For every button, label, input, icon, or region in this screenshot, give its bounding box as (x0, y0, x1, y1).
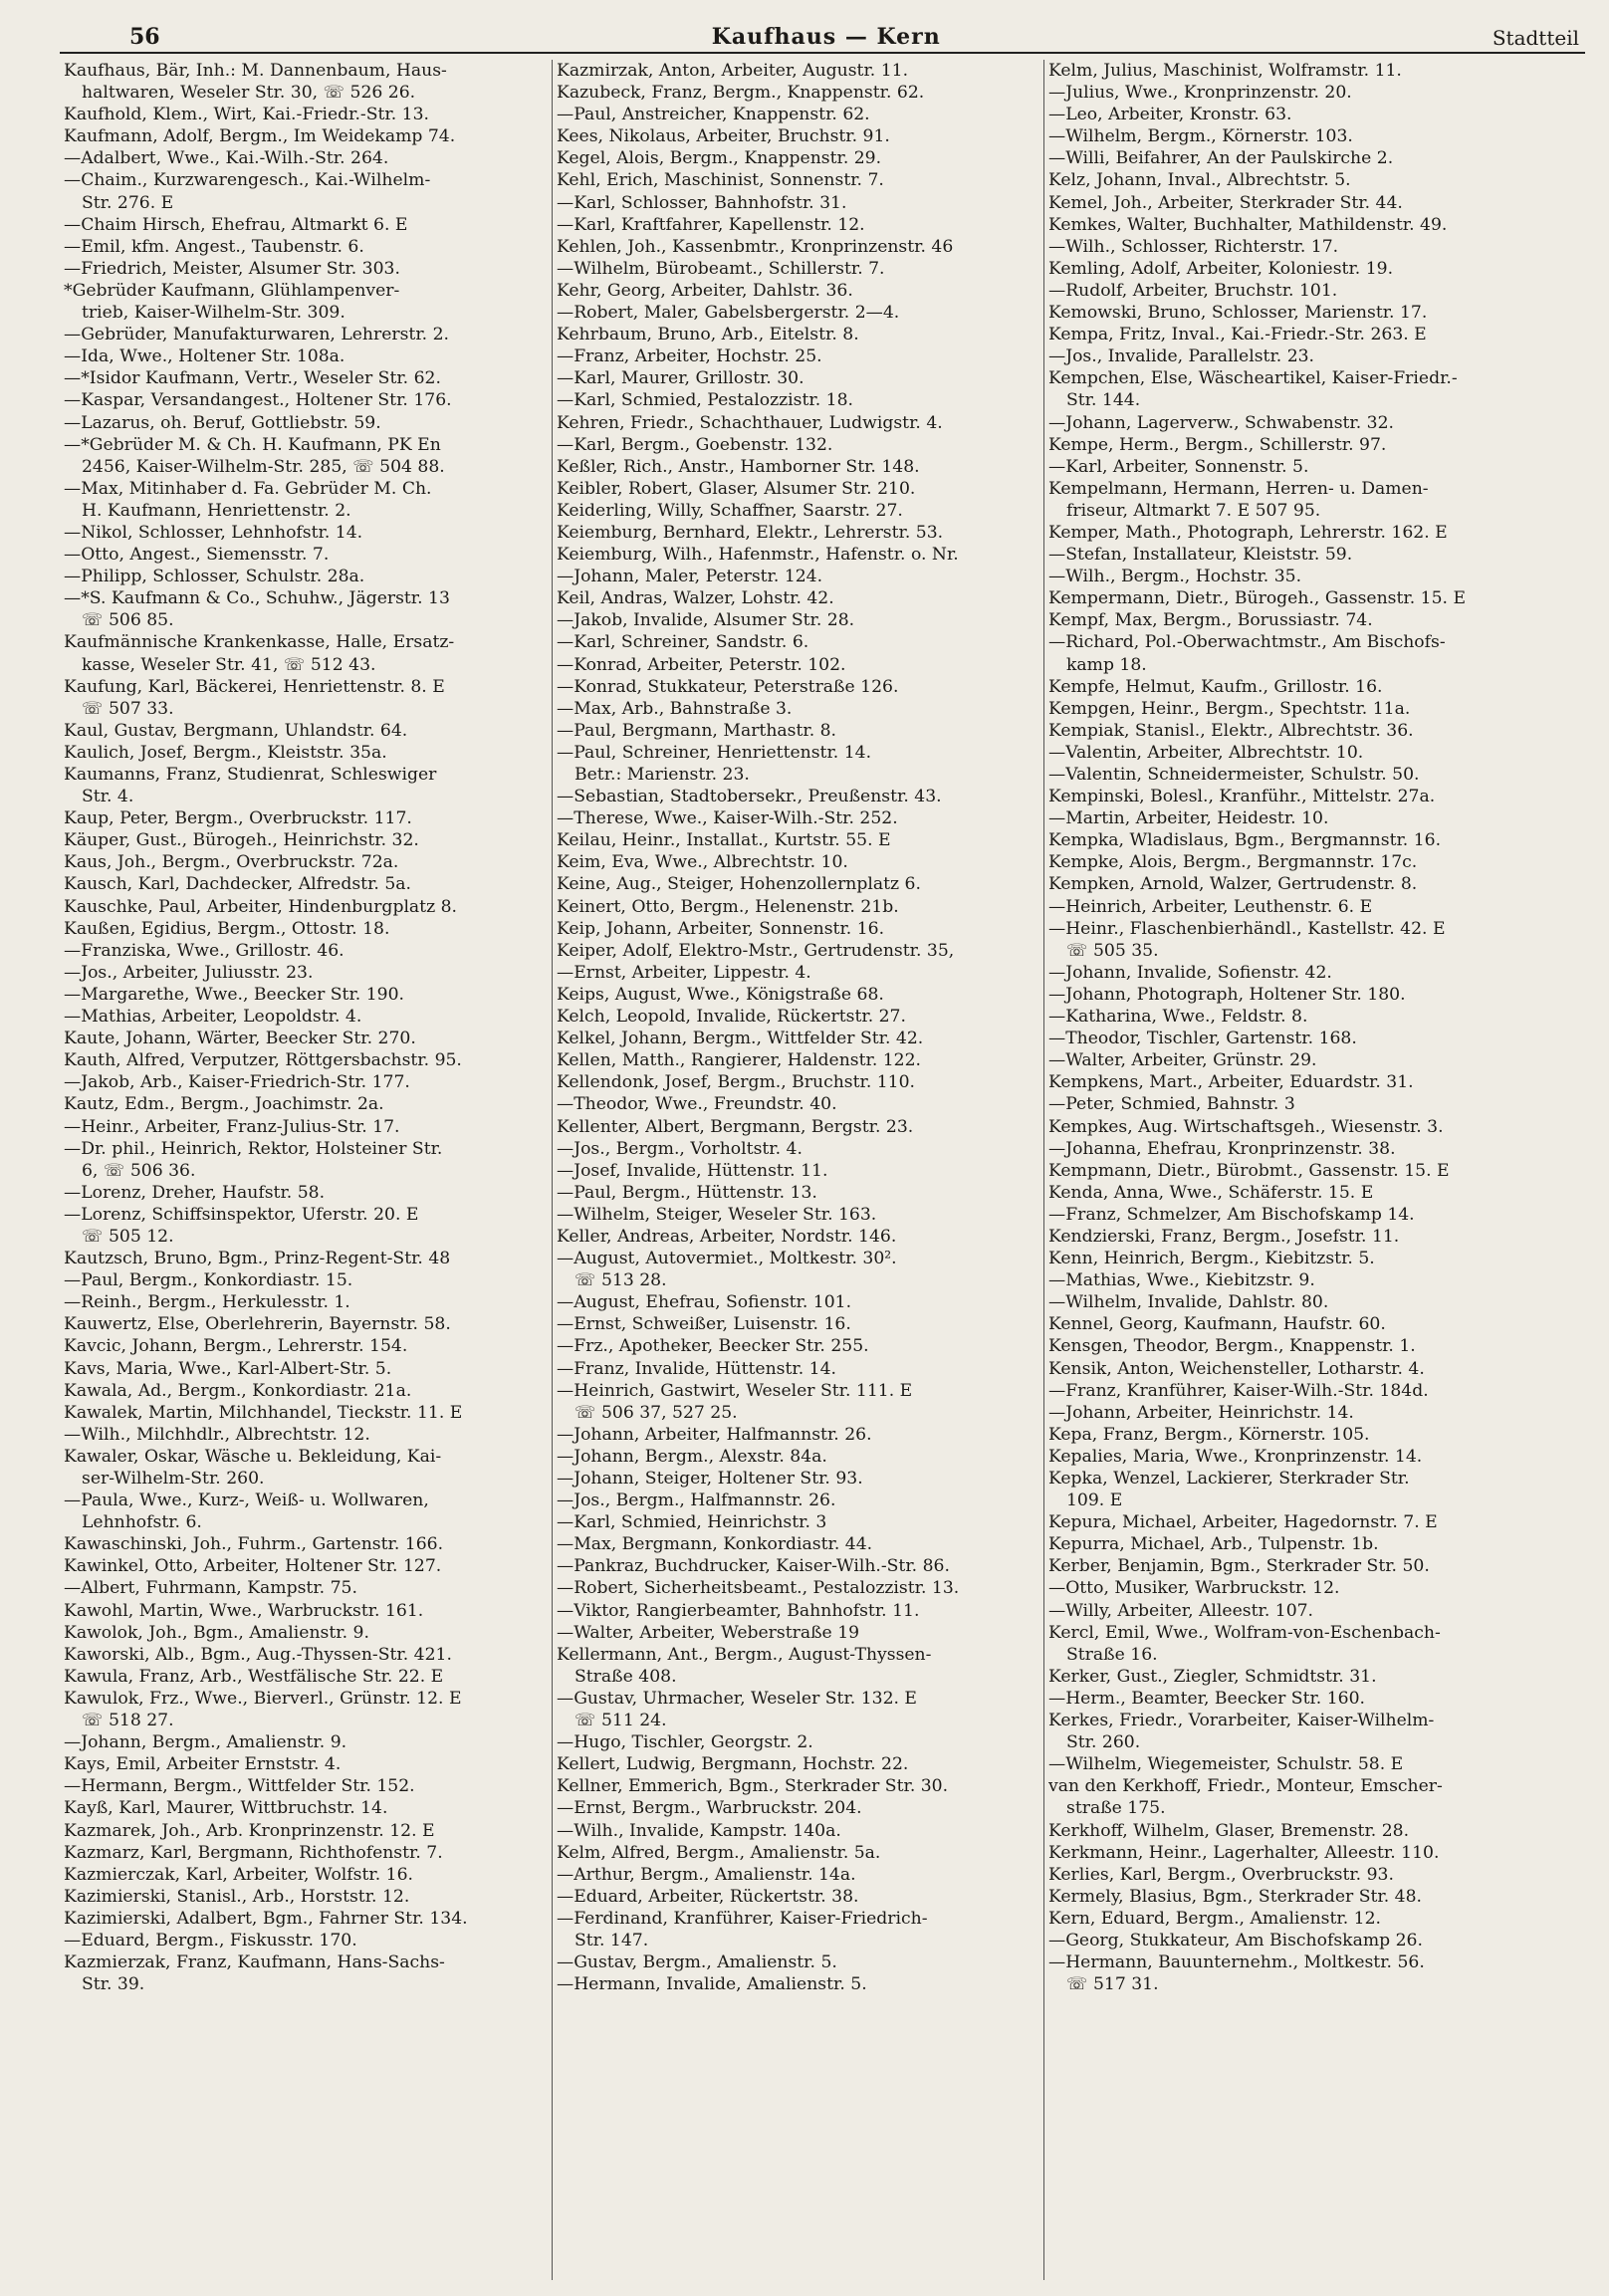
directory-entry: —Gustav, Uhrmacher, Weseler Str. 132. E (557, 1688, 917, 1709)
directory-entry: Kaute, Johann, Wärter, Beecker Str. 270. (64, 1029, 416, 1049)
directory-entry: —Franz, Arbeiter, Hochstr. 25. (557, 346, 822, 367)
entry-continuation: H. Kaufmann, Henriettenstr. 2. (82, 500, 351, 521)
directory-entry: —Paul, Bergm., Konkordiastr. 15. (64, 1270, 353, 1291)
directory-entry: Kawolok, Joh., Bgm., Amalienstr. 9. (64, 1622, 369, 1643)
directory-entry: —Franz, Schmelzer, Am Bischofskamp 14. (1048, 1204, 1415, 1225)
directory-entry: —Katharina, Wwe., Feldstr. 8. (1048, 1007, 1308, 1028)
directory-entry: Keiemburg, Wilh., Hafenmstr., Hafenstr. o. Nr. (557, 545, 959, 566)
entry-continuation: Str. 144. (1066, 390, 1141, 411)
directory-entry: —Ernst, Schweißer, Luisenstr. 16. (557, 1314, 851, 1335)
directory-entry: Kempkes, Aug. Wirtschaftsgeh., Wiesenstr. 3. (1048, 1116, 1444, 1137)
entry-continuation: kamp 18. (1066, 654, 1147, 675)
directory-entry: —Therese, Wwe., Kaiser-Wilh.-Str. 252. (557, 808, 898, 829)
directory-entry: —Wilh., Schlosser, Richterstr. 17. (1048, 236, 1339, 257)
directory-entry: —Margarethe, Wwe., Beecker Str. 190. (64, 984, 404, 1005)
directory-entry: —Peter, Schmied, Bahnstr. 3 (1048, 1094, 1295, 1115)
directory-entry: —Nikol, Schlosser, Lehnhofstr. 14. (64, 522, 363, 543)
directory-entry: Kehr, Georg, Arbeiter, Dahlstr. 36. (557, 280, 853, 301)
directory-entry: Kellendonk, Josef, Bergm., Bruchstr. 110. (557, 1072, 916, 1093)
directory-entry: Kautzsch, Bruno, Bgm., Prinz-Regent-Str. 48 (64, 1249, 451, 1269)
directory-entry: Kaus, Joh., Bergm., Overbruckstr. 72a. (64, 852, 399, 873)
directory-entry: van den Kerkhoff, Friedr., Monteur, Emscher- (1048, 1776, 1443, 1797)
directory-entry: —Hermann, Invalide, Amalienstr. 5. (557, 1974, 867, 1995)
directory-entry: —Mathias, Wwe., Kiebitzstr. 9. (1048, 1270, 1315, 1291)
directory-entry: —Paul, Schreiner, Henriettenstr. 14. (557, 742, 872, 763)
directory-entry: Kercl, Emil, Wwe., Wolfram-von-Eschenbach- (1048, 1622, 1441, 1643)
directory-entry: —Jos., Invalide, Parallelstr. 23. (1048, 346, 1315, 367)
entry-continuation: Betr.: Marienstr. 23. (575, 765, 750, 785)
directory-entry: Kazimierski, Stanisl., Arb., Horststr. 12. (64, 1886, 410, 1907)
directory-entry: —Heinrich, Arbeiter, Leuthenstr. 6. E (1048, 896, 1373, 917)
directory-entry: —Frz., Apotheker, Beecker Str. 255. (557, 1336, 869, 1357)
directory-entry: —Max, Bergmann, Konkordiastr. 44. (557, 1534, 873, 1555)
directory-entry: Kempiak, Stanisl., Elektr., Albrechtstr. 36. (1048, 720, 1414, 741)
directory-entry: —Franz, Invalide, Hüttenstr. 14. (557, 1358, 836, 1379)
directory-entry: Kaufmännische Krankenkasse, Halle, Ersatz- (64, 632, 455, 653)
directory-entry: Kendzierski, Franz, Bergm., Josefstr. 11. (1048, 1226, 1400, 1247)
directory-entry: Kensgen, Theodor, Bergm., Knappenstr. 1. (1048, 1336, 1416, 1357)
directory-entry: Kerkes, Friedr., Vorarbeiter, Kaiser-Wilhelm- (1048, 1711, 1435, 1731)
directory-entry: Kehrbaum, Bruno, Arb., Eitelstr. 8. (557, 325, 859, 345)
directory-entry: Kavs, Maria, Wwe., Karl-Albert-Str. 5. (64, 1358, 392, 1379)
directory-entry: Kepurra, Michael, Arb., Tulpenstr. 1b. (1048, 1534, 1379, 1555)
directory-entry: —Johann, Arbeiter, Halfmannstr. 26. (557, 1424, 872, 1445)
directory-entry: —Franz, Kranführer, Kaiser-Wilh.-Str. 184d. (1048, 1380, 1429, 1401)
entry-continuation: ☏ 506 37, 527 25. (575, 1402, 738, 1423)
directory-entry: Kemkes, Walter, Buchhalter, Mathildenstr. 49. (1048, 214, 1448, 235)
entry-continuation: ☏ 518 27. (82, 1711, 174, 1731)
directory-entry: —Leo, Arbeiter, Kronstr. 63. (1048, 105, 1292, 125)
directory-entry: Keips, August, Wwe., Königstraße 68. (557, 984, 884, 1005)
directory-entry: —August, Autovermiet., Moltkestr. 30². (557, 1249, 897, 1269)
directory-entry: Kawulok, Frz., Wwe., Bierverl., Grünstr. 12. E (64, 1688, 462, 1709)
directory-entry: —Karl, Kraftfahrer, Kapellenstr. 12. (557, 214, 865, 235)
directory-entry: Kayß, Karl, Maurer, Wittbruchstr. 14. (64, 1798, 388, 1819)
directory-entry: Keinert, Otto, Bergm., Helenenstr. 21b. (557, 896, 899, 917)
directory-entry: —Paul, Bergmann, Marthastr. 8. (557, 720, 837, 741)
directory-entry: Keiper, Adolf, Elektro-Mstr., Gertrudenstr. 35, (557, 940, 955, 961)
directory-entry: Kazmirzak, Anton, Arbeiter, Augustr. 11. (557, 61, 909, 81)
directory-entry: Kempfe, Helmut, Kaufm., Grillostr. 16. (1048, 676, 1383, 697)
directory-entry: Keiemburg, Bernhard, Elektr., Lehrerstr. 53. (557, 522, 944, 543)
directory-entry: —Hugo, Tischler, Georgstr. 2. (557, 1732, 813, 1753)
directory-entry: Keller, Andreas, Arbeiter, Nordstr. 146. (557, 1226, 897, 1247)
directory-entry: Käuper, Gust., Bürogeh., Heinrichstr. 32. (64, 830, 419, 851)
directory-entry: —Julius, Wwe., Kronprinzenstr. 20. (1048, 83, 1352, 104)
entry-continuation: friseur, Altmarkt 7. E 507 95. (1066, 500, 1321, 521)
directory-entry: Kerkmann, Heinr., Lagerhalter, Alleestr. 110. (1048, 1842, 1440, 1863)
directory-entry: Kelkel, Johann, Bergm., Wittfelder Str. 42. (557, 1029, 924, 1049)
directory-entry: Kawinkel, Otto, Arbeiter, Holtener Str. 127. (64, 1556, 442, 1577)
directory-entry: —Friedrich, Meister, Alsumer Str. 303. (64, 258, 400, 279)
directory-entry: —Jakob, Arb., Kaiser-Friedrich-Str. 177. (64, 1072, 410, 1093)
directory-entry: —Wilh., Milchhdlr., Albrechtstr. 12. (64, 1424, 370, 1445)
directory-entry: Kaup, Peter, Bergm., Overbruckstr. 117. (64, 808, 412, 829)
directory-entry: —Kaspar, Versandangest., Holtener Str. 176. (64, 390, 452, 411)
directory-entry: Kellermann, Ant., Bergm., August-Thyssen- (557, 1644, 932, 1665)
directory-entry: —Franziska, Wwe., Grillostr. 46. (64, 940, 345, 961)
directory-entry: —Paula, Wwe., Kurz-, Weiß- u. Wollwaren, (64, 1491, 429, 1511)
entry-continuation: straße 175. (1066, 1798, 1166, 1819)
directory-entry: —Stefan, Installateur, Kleiststr. 59. (1048, 545, 1353, 566)
directory-entry: —Karl, Bergm., Goebenstr. 132. (557, 434, 833, 455)
directory-entry: —Chaim., Kurzwarengesch., Kai.-Wilhelm- (64, 170, 431, 191)
directory-entry: Keilau, Heinr., Installat., Kurtstr. 55. E (557, 830, 891, 851)
directory-entry: Kerker, Gust., Ziegler, Schmidtstr. 31. (1048, 1666, 1377, 1687)
directory-entry: —Max, Arb., Bahnstraße 3. (557, 698, 793, 719)
directory-entry: —Arthur, Bergm., Amalienstr. 14a. (557, 1864, 856, 1885)
directory-entry: Kees, Nikolaus, Arbeiter, Bruchstr. 91. (557, 126, 890, 147)
directory-entry: —Johann, Photograph, Holtener Str. 180. (1048, 984, 1406, 1005)
directory-entry: —Viktor, Rangierbeamter, Bahnhofstr. 11. (557, 1600, 920, 1621)
directory-entry: —Otto, Angest., Siemensstr. 7. (64, 545, 330, 566)
directory-entry: —Eduard, Arbeiter, Rückertstr. 38. (557, 1886, 859, 1907)
directory-entry: Kempke, Alois, Bergm., Bergmannstr. 17c. (1048, 852, 1418, 873)
directory-entry: —Eduard, Bergm., Fiskusstr. 170. (64, 1930, 357, 1951)
directory-entry: Kaworski, Alb., Bgm., Aug.-Thyssen-Str. 421. (64, 1644, 452, 1665)
directory-entry: —Karl, Schmied, Heinrichstr. 3 (557, 1512, 827, 1533)
directory-entry: Kermely, Blasius, Bgm., Sterkrader Str. 48. (1048, 1886, 1422, 1907)
directory-entry: —Heinr., Arbeiter, Franz-Julius-Str. 17. (64, 1116, 400, 1137)
directory-entry: —Lorenz, Dreher, Haufstr. 58. (64, 1182, 326, 1203)
directory-entry: Kelm, Alfred, Bergm., Amalienstr. 5a. (557, 1842, 881, 1863)
directory-entry: —Johann, Lagerverw., Schwabenstr. 32. (1048, 412, 1395, 433)
directory-entry: —Adalbert, Wwe., Kai.-Wilh.-Str. 264. (64, 148, 389, 169)
directory-entry: Kawala, Ad., Bergm., Konkordiastr. 21a. (64, 1380, 412, 1401)
directory-entry: Kerkhoff, Wilhelm, Glaser, Bremenstr. 28. (1048, 1820, 1410, 1841)
directory-entry: *Gebrüder Kaufmann, Glühlampenver- (64, 280, 400, 301)
directory-entry: —Emil, kfm. Angest., Taubenstr. 6. (64, 236, 364, 257)
entry-continuation: 2456, Kaiser-Wilhelm-Str. 285, ☏ 504 88. (82, 456, 445, 477)
directory-entry: Kempkens, Mart., Arbeiter, Eduardstr. 31. (1048, 1072, 1414, 1093)
directory-entry: Kawula, Franz, Arb., Westfälische Str. 22. E (64, 1666, 444, 1687)
directory-entry: —Willi, Beifahrer, An der Paulskirche 2. (1048, 148, 1394, 169)
directory-entry: Kaul, Gustav, Bergmann, Uhlandstr. 64. (64, 720, 408, 741)
directory-entry: Kaufmann, Adolf, Bergm., Im Weidekamp 74. (64, 126, 456, 147)
directory-entry: Kauschke, Paul, Arbeiter, Hindenburgplatz 8. (64, 896, 458, 917)
entry-continuation: kasse, Weseler Str. 41, ☏ 512 43. (82, 654, 376, 675)
entry-continuation: Str. 39. (82, 1974, 145, 1995)
directory-entry: Keine, Aug., Steiger, Hohenzollernplatz 6. (557, 874, 921, 895)
directory-entry: Kerber, Benjamin, Bgm., Sterkrader Str. 50. (1048, 1556, 1430, 1577)
directory-entry: Kemling, Adolf, Arbeiter, Koloniestr. 19. (1048, 258, 1394, 279)
directory-entry: —Willy, Arbeiter, Alleestr. 107. (1048, 1600, 1314, 1621)
page-title: Kaufhaus — Kern (711, 24, 941, 50)
directory-entry: —Otto, Musiker, Warbruckstr. 12. (1048, 1578, 1340, 1599)
directory-entry: Kawalek, Martin, Milchhandel, Tieckstr. 11. E (64, 1402, 463, 1423)
directory-entry: Kazmarz, Karl, Bergmann, Richthofenstr. 7. (64, 1842, 443, 1863)
directory-entry: —Wilh., Bergm., Hochstr. 35. (1048, 567, 1302, 587)
directory-entry: —Karl, Schreiner, Sandstr. 6. (557, 632, 809, 653)
column-right (1043, 60, 1535, 2280)
directory-entry: —Rudolf, Arbeiter, Bruchstr. 101. (1048, 280, 1338, 301)
entry-continuation: 6, ☏ 506 36. (82, 1160, 196, 1181)
directory-entry: Kempelmann, Hermann, Herren- u. Damen- (1048, 478, 1429, 499)
entry-continuation: ser-Wilhelm-Str. 260. (82, 1469, 265, 1489)
directory-entry: —Valentin, Arbeiter, Albrechtstr. 10. (1048, 742, 1364, 763)
entry-columns (60, 60, 1585, 2280)
page-number: 56 (129, 24, 160, 50)
directory-entry: —Konrad, Stukkateur, Peterstraße 126. (557, 676, 899, 697)
directory-entry: Keibler, Robert, Glaser, Alsumer Str. 210. (557, 478, 916, 499)
directory-entry: Kehlen, Joh., Kassenbmtr., Kronprinzenstr. 46 (557, 236, 954, 257)
directory-entry: —Ida, Wwe., Holtener Str. 108a. (64, 346, 345, 367)
directory-entry: Kenn, Heinrich, Bergm., Kiebitzstr. 5. (1048, 1249, 1375, 1269)
directory-entry: Kawohl, Martin, Wwe., Warbruckstr. 161. (64, 1600, 424, 1621)
directory-entry: —Johann, Maler, Peterstr. 124. (557, 567, 823, 587)
directory-entry: —Wilhelm, Bürobeamt., Schillerstr. 7. (557, 258, 885, 279)
directory-entry: —Lazarus, oh. Beruf, Gottliebstr. 59. (64, 412, 381, 433)
directory-entry: Kehren, Friedr., Schachthauer, Ludwigstr. 4. (557, 412, 943, 433)
entry-continuation: Str. 276. E (82, 192, 174, 213)
directory-entry: Kaufung, Karl, Bäckerei, Henriettenstr. 8. E (64, 676, 445, 697)
directory-entry: Kern, Eduard, Bergm., Amalienstr. 12. (1048, 1908, 1381, 1929)
directory-entry: Kaufhaus, Bär, Inh.: M. Dannenbaum, Haus- (64, 61, 447, 81)
directory-entry: Keil, Andras, Walzer, Lohstr. 42. (557, 588, 834, 609)
entry-continuation: ☏ 506 85. (82, 610, 174, 631)
directory-entry: —Georg, Stukkateur, Am Bischofskamp 26. (1048, 1930, 1423, 1951)
entry-continuation: ☏ 511 24. (575, 1711, 667, 1731)
directory-entry: Kempken, Arnold, Walzer, Gertrudenstr. 8. (1048, 874, 1418, 895)
directory-entry: —Heinrich, Gastwirt, Weseler Str. 111. E (557, 1380, 913, 1401)
directory-entry: Kensik, Anton, Weichensteller, Lotharstr. 4. (1048, 1358, 1425, 1379)
directory-entry: —Karl, Schlosser, Bahnhofstr. 31. (557, 192, 847, 213)
directory-entry: Kepalies, Maria, Wwe., Kronprinzenstr. 14. (1048, 1446, 1423, 1467)
directory-entry: —Walter, Arbeiter, Weberstraße 19 (557, 1622, 860, 1643)
directory-entry: Kawaler, Oskar, Wäsche u. Bekleidung, Kai- (64, 1446, 442, 1467)
directory-entry: —Heinr., Flaschenbierhändl., Kastellstr. 42. E (1048, 918, 1446, 939)
section-label: Stadtteil (1492, 26, 1579, 50)
directory-entry: Kempmann, Dietr., Bürobmt., Gassenstr. 15. E (1048, 1160, 1450, 1181)
entry-continuation: Str. 4. (82, 787, 134, 807)
directory-entry: —Lorenz, Schiffsinspektor, Uferstr. 20. E (64, 1204, 419, 1225)
directory-entry: Kazubeck, Franz, Bergm., Knappenstr. 62. (557, 83, 925, 104)
directory-entry: Kempermann, Dietr., Bürogeh., Gassenstr. 15. E (1048, 588, 1467, 609)
directory-entry: Kelch, Leopold, Invalide, Rückertstr. 27. (557, 1007, 906, 1028)
directory-entry: —Ferdinand, Kranführer, Kaiser-Friedrich- (557, 1908, 928, 1929)
entry-continuation: ☏ 505 12. (82, 1226, 174, 1247)
directory-entry: —Josef, Invalide, Hüttenstr. 11. (557, 1160, 828, 1181)
directory-entry: —Richard, Pol.-Oberwachtmstr., Am Bischofs- (1048, 632, 1446, 653)
directory-entry: Kegel, Alois, Bergm., Knappenstr. 29. (557, 148, 882, 169)
directory-entry: —Robert, Sicherheitsbeamt., Pestalozzistr. 13. (557, 1578, 960, 1599)
directory-entry: —Herm., Beamter, Beecker Str. 160. (1048, 1688, 1365, 1709)
directory-entry: Kempa, Fritz, Inval., Kai.-Friedr.-Str. 263. E (1048, 325, 1427, 345)
entry-continuation: Str. 260. (1066, 1732, 1141, 1753)
entry-continuation: 109. E (1066, 1491, 1123, 1511)
directory-entry: —Gebrüder, Manufakturwaren, Lehrerstr. 2. (64, 325, 449, 345)
directory-entry: —Johann, Arbeiter, Heinrichstr. 14. (1048, 1402, 1354, 1423)
directory-entry: —Karl, Arbeiter, Sonnenstr. 5. (1048, 456, 1309, 477)
directory-entry: —Hermann, Bergm., Wittfelder Str. 152. (64, 1776, 415, 1797)
directory-entry: —Hermann, Bauunternehm., Moltkestr. 56. (1048, 1952, 1425, 1973)
directory-entry: —*S. Kaufmann & Co., Schuhw., Jägerstr. 13 (64, 588, 450, 609)
directory-entry: —Pankraz, Buchdrucker, Kaiser-Wilh.-Str. 86. (557, 1556, 950, 1577)
entry-continuation: Straße 16. (1066, 1644, 1158, 1665)
directory-entry: —Sebastian, Stadtobersekr., Preußenstr. 43. (557, 787, 942, 807)
entry-continuation: haltwaren, Weseler Str. 30, ☏ 526 26. (82, 83, 416, 104)
directory-entry: —Jos., Bergm., Vorholtstr. 4. (557, 1138, 803, 1159)
entry-continuation: trieb, Kaiser-Wilhelm-Str. 309. (82, 303, 345, 324)
directory-entry: Kaumanns, Franz, Studienrat, Schleswiger (64, 765, 437, 785)
directory-entry: Kellenter, Albert, Bergmann, Bergstr. 23. (557, 1116, 914, 1137)
directory-entry: —Johann, Steiger, Holtener Str. 93. (557, 1469, 863, 1489)
directory-entry: Kelz, Johann, Inval., Albrechtstr. 5. (1048, 170, 1351, 191)
directory-entry: —Martin, Arbeiter, Heidestr. 10. (1048, 808, 1329, 829)
directory-entry: —Karl, Maurer, Grillostr. 30. (557, 368, 804, 389)
entry-continuation: ☏ 507 33. (82, 698, 174, 719)
directory-entry: Kemowski, Bruno, Schlosser, Marienstr. 17. (1048, 303, 1428, 324)
column-left (60, 60, 552, 2280)
directory-entry: Kepa, Franz, Bergm., Körnerstr. 105. (1048, 1424, 1370, 1445)
directory-entry: Kepka, Wenzel, Lackierer, Sterkrader Str. (1048, 1469, 1410, 1489)
directory-entry: Kemper, Math., Photograph, Lehrerstr. 162. E (1048, 522, 1448, 543)
directory-entry: Kellner, Emmerich, Bgm., Sterkrader Str. 30. (557, 1776, 949, 1797)
directory-entry: —Karl, Schmied, Pestalozzistr. 18. (557, 390, 853, 411)
directory-entry: Kaußen, Egidius, Bergm., Ottostr. 18. (64, 918, 390, 939)
directory-entry: —Walter, Arbeiter, Grünstr. 29. (1048, 1050, 1317, 1071)
directory-entry: Kempchen, Else, Wäscheartikel, Kaiser-Friedr.- (1048, 368, 1458, 389)
directory-entry: Kellen, Matth., Rangierer, Haldenstr. 122. (557, 1050, 922, 1071)
directory-entry: Kemel, Joh., Arbeiter, Sterkrader Str. 44. (1048, 192, 1403, 213)
directory-entry: —Wilhelm, Bergm., Körnerstr. 103. (1048, 126, 1353, 147)
directory-entry: —Chaim Hirsch, Ehefrau, Altmarkt 6. E (64, 214, 408, 235)
directory-entry: Kempe, Herm., Bergm., Schillerstr. 97. (1048, 434, 1387, 455)
directory-entry: Kempf, Max, Bergm., Borussiastr. 74. (1048, 610, 1373, 631)
directory-entry: —Albert, Fuhrmann, Kampstr. 75. (64, 1578, 357, 1599)
directory-entry: Kehl, Erich, Maschinist, Sonnenstr. 7. (557, 170, 884, 191)
directory-entry: Keim, Eva, Wwe., Albrechtstr. 10. (557, 852, 848, 873)
directory-entry: —Johanna, Ehefrau, Kronprinzenstr. 38. (1048, 1138, 1396, 1159)
directory-entry: Kavcic, Johann, Bergm., Lehrerstr. 154. (64, 1336, 408, 1357)
column-middle (552, 60, 1043, 2280)
directory-entry: —Johann, Bergm., Alexstr. 84a. (557, 1446, 827, 1467)
directory-entry: Kempka, Wladislaus, Bgm., Bergmannstr. 16. (1048, 830, 1442, 851)
directory-entry: Kauwertz, Else, Oberlehrerin, Bayernstr. 58. (64, 1314, 451, 1335)
directory-entry: —Wilhelm, Invalide, Dahlstr. 80. (1048, 1292, 1329, 1313)
directory-entry: —Theodor, Wwe., Freundstr. 40. (557, 1094, 837, 1115)
directory-entry: Kepura, Michael, Arbeiter, Hagedornstr. 7. E (1048, 1512, 1438, 1533)
directory-entry: —Valentin, Schneidermeister, Schulstr. 50. (1048, 765, 1420, 785)
entry-continuation: Straße 408. (575, 1666, 677, 1687)
directory-entry: —Theodor, Tischler, Gartenstr. 168. (1048, 1029, 1357, 1049)
directory-entry: —Johann, Bergm., Amalienstr. 9. (64, 1732, 347, 1753)
directory-entry: Kausch, Karl, Dachdecker, Alfredstr. 5a. (64, 874, 411, 895)
directory-entry: Kazmierczak, Karl, Arbeiter, Wolfstr. 16. (64, 1864, 413, 1885)
directory-entry: Kempgen, Heinr., Bergm., Spechtstr. 11a. (1048, 698, 1411, 719)
directory-entry: —Gustav, Bergm., Amalienstr. 5. (557, 1952, 837, 1973)
directory-entry: —*Gebrüder M. & Ch. H. Kaufmann, PK En (64, 434, 441, 455)
directory-entry: —Konrad, Arbeiter, Peterstr. 102. (557, 654, 846, 675)
directory-entry: Keßler, Rich., Anstr., Hamborner Str. 148. (557, 456, 920, 477)
directory-entry: Kauth, Alfred, Verputzer, Röttgersbachstr. 95. (64, 1050, 462, 1071)
directory-entry: Kellert, Ludwig, Bergmann, Hochstr. 22. (557, 1754, 909, 1775)
directory-entry: —Jakob, Invalide, Alsumer Str. 28. (557, 610, 855, 631)
directory-entry: Kazimierski, Adalbert, Bgm., Fahrner Str. 134. (64, 1908, 468, 1929)
directory-entry: Keiderling, Willy, Schaffner, Saarstr. 27. (557, 500, 903, 521)
entry-continuation: ☏ 505 35. (1066, 940, 1159, 961)
directory-entry: —Wilh., Invalide, Kampstr. 140a. (557, 1820, 841, 1841)
directory-entry: —Ernst, Bergm., Warbruckstr. 204. (557, 1798, 862, 1819)
directory-entry: —Johann, Invalide, Sofienstr. 42. (1048, 962, 1332, 983)
directory-entry: Kawaschinski, Joh., Fuhrm., Gartenstr. 166. (64, 1534, 444, 1555)
entry-continuation: Str. 147. (575, 1930, 649, 1951)
directory-entry: —Wilhelm, Steiger, Weseler Str. 163. (557, 1204, 877, 1225)
directory-entry: Kelm, Julius, Maschinist, Wolframstr. 11. (1048, 61, 1402, 81)
directory-entry: —Paul, Anstreicher, Knappenstr. 62. (557, 105, 870, 125)
directory-entry: —Wilhelm, Wiegemeister, Schulstr. 58. E (1048, 1754, 1404, 1775)
directory-entry: —Reinh., Bergm., Herkulesstr. 1. (64, 1292, 350, 1313)
directory-entry: Kazmarek, Joh., Arb. Kronprinzenstr. 12. E (64, 1820, 435, 1841)
entry-continuation: ☏ 513 28. (575, 1270, 667, 1291)
directory-entry: —Philipp, Schlosser, Schulstr. 28a. (64, 567, 365, 587)
entry-continuation: ☏ 517 31. (1066, 1974, 1159, 1995)
directory-entry: Kempinski, Bolesl., Kranführ., Mittelstr. 27a. (1048, 787, 1436, 807)
directory-entry: —Mathias, Arbeiter, Leopoldstr. 4. (64, 1007, 362, 1028)
directory-entry: —Jos., Arbeiter, Juliusstr. 23. (64, 962, 314, 983)
directory-entry: —August, Ehefrau, Sofienstr. 101. (557, 1292, 852, 1313)
page-header (60, 20, 1585, 54)
directory-entry: —Robert, Maler, Gabelsbergerstr. 2—4. (557, 303, 900, 324)
entry-continuation: Lehnhofstr. 6. (82, 1512, 202, 1533)
directory-entry: Kaufhold, Klem., Wirt, Kai.-Friedr.-Str. 13. (64, 105, 430, 125)
directory-entry: —Jos., Bergm., Halfmannstr. 26. (557, 1491, 836, 1511)
directory-entry: —Dr. phil., Heinrich, Rektor, Holsteiner Str. (64, 1138, 443, 1159)
directory-entry: Kaulich, Josef, Bergm., Kleiststr. 35a. (64, 742, 387, 763)
directory-entry: —Max, Mitinhaber d. Fa. Gebrüder M. Ch. (64, 478, 432, 499)
directory-entry: —Paul, Bergm., Hüttenstr. 13. (557, 1182, 817, 1203)
directory-entry: —Ernst, Arbeiter, Lippestr. 4. (557, 962, 811, 983)
directory-entry: Kautz, Edm., Bergm., Joachimstr. 2a. (64, 1094, 384, 1115)
directory-entry: Kenda, Anna, Wwe., Schäferstr. 15. E (1048, 1182, 1374, 1203)
directory-entry: —*Isidor Kaufmann, Vertr., Weseler Str. 62. (64, 368, 441, 389)
directory-entry: Keip, Johann, Arbeiter, Sonnenstr. 16. (557, 918, 885, 939)
directory-entry: Kays, Emil, Arbeiter Ernststr. 4. (64, 1754, 342, 1775)
directory-entry: Kerlies, Karl, Bergm., Overbruckstr. 93. (1048, 1864, 1394, 1885)
directory-entry: Kennel, Georg, Kaufmann, Haufstr. 60. (1048, 1314, 1386, 1335)
directory-entry: Kazmierzak, Franz, Kaufmann, Hans-Sachs- (64, 1952, 445, 1973)
